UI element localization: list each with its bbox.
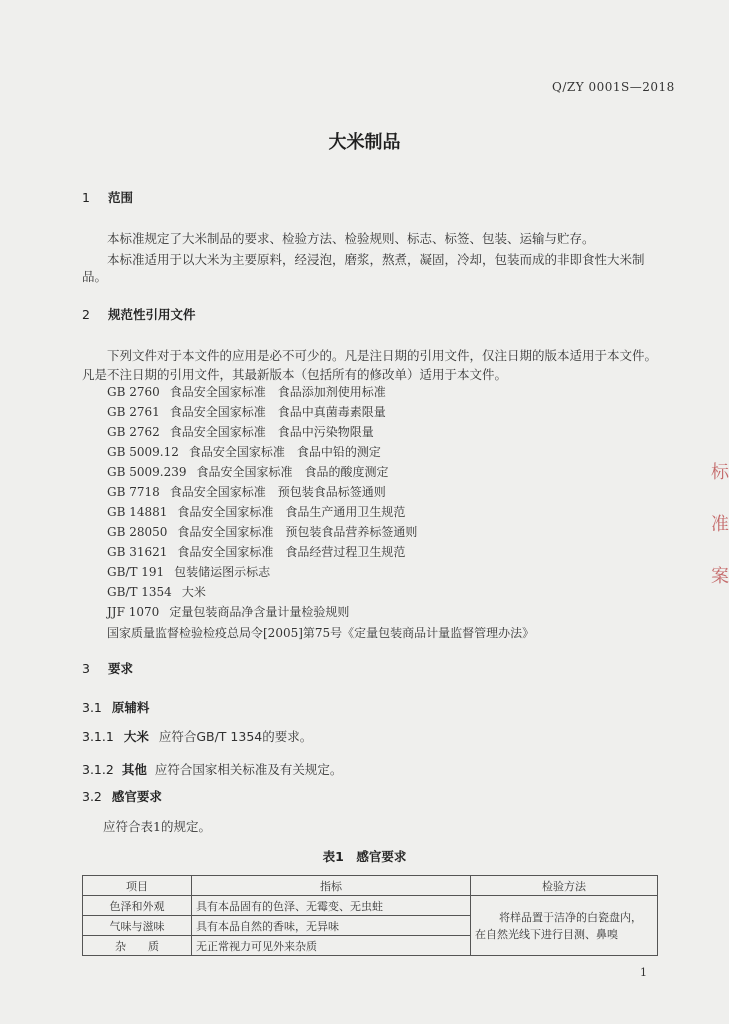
section-2-heading (82, 305, 195, 323)
reference-item (107, 483, 386, 500)
reference-item (107, 583, 206, 600)
section-3-1-2-number: 3.1.2 (82, 762, 114, 777)
section-3-2-heading (82, 787, 162, 805)
inspection-method (471, 896, 658, 956)
registration-stamp-fragment (703, 448, 729, 608)
reference-item (107, 443, 381, 460)
reference-code: GB 14881 (107, 505, 168, 519)
section-3-1-number: 3.1 (82, 700, 102, 715)
reference-title: 国家质量监督检验检疫总局令[2005]第75号《定量包装商品计量监督管理办法》 (107, 626, 535, 640)
reference-standard: 食品安全国家标准 (196, 465, 293, 479)
reference-code: GB 7718 (107, 485, 160, 499)
reference-item (107, 563, 270, 580)
reference-title: 食品生产通用卫生规范 (285, 505, 406, 519)
section-2-title: 规范性引用文件 (107, 307, 196, 322)
scope-paragraph-1: 本标准规定了大米制品的要求、检验方法、检验规则、标志、标签、包装、运输与贮存。 (107, 231, 595, 246)
section-3-2-number: 3.2 (82, 789, 102, 804)
reference-code: JJF 1070 (107, 605, 160, 619)
table-row (83, 896, 658, 916)
reference-code: GB 5009.12 (107, 445, 179, 459)
table-caption: 表1 感官要求 (322, 849, 407, 864)
reference-code: GB 5009.239 (107, 465, 187, 479)
reference-item (107, 503, 405, 520)
section-3-1-2 (82, 760, 342, 778)
method-line-2: 在自然光线下进行目测、鼻嗅 (475, 927, 618, 941)
reference-code: GB/T 191 (107, 565, 165, 579)
scope-paragraph-2-line-2: 品。 (82, 269, 108, 284)
section-3-title: 要求 (107, 661, 133, 676)
reference-item (107, 543, 405, 560)
document-title: 大米制品 (328, 132, 401, 153)
reference-item (107, 383, 386, 400)
column-header-item: 项目 (83, 876, 192, 896)
reference-title: 食品中铅的测定 (296, 445, 381, 459)
reference-standard: 食品安全国家标准 (177, 505, 274, 519)
row-criterion: 具有本品固有的色泽、无霉变、无虫蛀 (192, 896, 471, 916)
normative-intro-line-1: 下列文件对于本文件的应用是必不可少的。凡是注日期的引用文件，仅注日期的版本适用于本文件。 (107, 348, 658, 363)
section-3-2-text: 应符合表1的规定。 (103, 819, 211, 834)
reference-code: GB 2760 (107, 385, 160, 399)
page-number: 1 (640, 966, 647, 979)
section-3-2-title: 感官要求 (111, 789, 162, 804)
reference-standard: 食品安全国家标准 (169, 485, 266, 499)
reference-code: GB 31621 (107, 545, 168, 559)
reference-title: 食品的酸度测定 (304, 465, 389, 479)
reference-title: 食品经营过程卫生规范 (285, 545, 406, 559)
method-line-1: 将样品置于洁净的白瓷盘内， (499, 910, 642, 924)
reference-title: 食品添加剂使用标准 (277, 385, 386, 399)
section-3-1-1 (82, 727, 312, 745)
row-item: 色泽和外观 (83, 896, 192, 916)
reference-standard: 食品安全国家标准 (169, 405, 266, 419)
reference-standard: 食品安全国家标准 (169, 425, 266, 439)
row-criterion: 具有本品自然的香味，无异味 (192, 916, 471, 936)
reference-title: 食品中真菌毒素限量 (277, 405, 386, 419)
reference-standard: 食品安全国家标准 (188, 445, 285, 459)
section-1-title: 范围 (107, 190, 133, 205)
section-1-number: 1 (82, 190, 90, 205)
column-header-criterion: 指标 (192, 876, 471, 896)
column-header-method: 检验方法 (471, 876, 658, 896)
section-2-number: 2 (82, 307, 90, 322)
section-3-number: 3 (82, 661, 90, 676)
row-item: 气味与滋味 (83, 916, 192, 936)
section-3-1-2-label: 其他 (121, 762, 147, 777)
reference-title: 食品中污染物限量 (277, 425, 374, 439)
reference-title: 预包装食品标签通则 (277, 485, 386, 499)
document-code: Q/ZY 0001S—2018 (552, 80, 675, 94)
normative-intro-line-2: 凡是不注日期的引用文件，其最新版本（包括所有的修改单）适用于本文件。 (82, 367, 508, 382)
reference-code: GB 28050 (107, 525, 168, 539)
section-3-1-1-number: 3.1.1 (82, 729, 114, 744)
reference-title: 定量包装商品净含量计量检验规则 (169, 605, 350, 619)
row-criterion: 无正常视力可见外来杂质 (192, 936, 471, 956)
section-1-heading (82, 188, 133, 206)
sensory-requirements-table (82, 875, 658, 956)
scope-paragraph-2-line-1: 本标准适用于以大米为主要原料，经浸泡，磨浆，熬煮，凝固，冷却，包装而成的非即食性大米制 (107, 252, 645, 267)
reference-item (107, 603, 349, 620)
section-3-1-1-label: 大米 (123, 729, 149, 744)
stamp-char: 案 (711, 566, 729, 587)
section-3-1-1-text: 应符合GB/T 1354的要求。 (158, 729, 313, 744)
reference-item (107, 463, 389, 480)
reference-standard: 食品安全国家标准 (177, 545, 274, 559)
reference-item (107, 423, 374, 440)
reference-item (107, 523, 417, 540)
reference-title: 预包装食品营养标签通则 (285, 525, 418, 539)
section-3-1-2-text: 应符合国家相关标准及有关规定。 (154, 762, 343, 777)
reference-title: 大米 (181, 585, 206, 599)
reference-code: GB 2761 (107, 405, 160, 419)
stamp-char: 标 (711, 462, 729, 483)
row-item: 杂 质 (83, 936, 192, 956)
stamp-char: 准 (711, 514, 729, 535)
section-3-heading (82, 659, 133, 677)
table-header-row (83, 876, 658, 896)
section-3-1-title: 原辅料 (111, 700, 150, 715)
reference-item (107, 403, 386, 420)
reference-standard: 食品安全国家标准 (169, 385, 266, 399)
reference-item (107, 624, 534, 641)
section-3-1-heading (82, 698, 149, 716)
reference-code: GB/T 1354 (107, 585, 172, 599)
reference-code: GB 2762 (107, 425, 160, 439)
reference-standard: 食品安全国家标准 (177, 525, 274, 539)
reference-title: 包装储运图示标志 (174, 565, 271, 579)
